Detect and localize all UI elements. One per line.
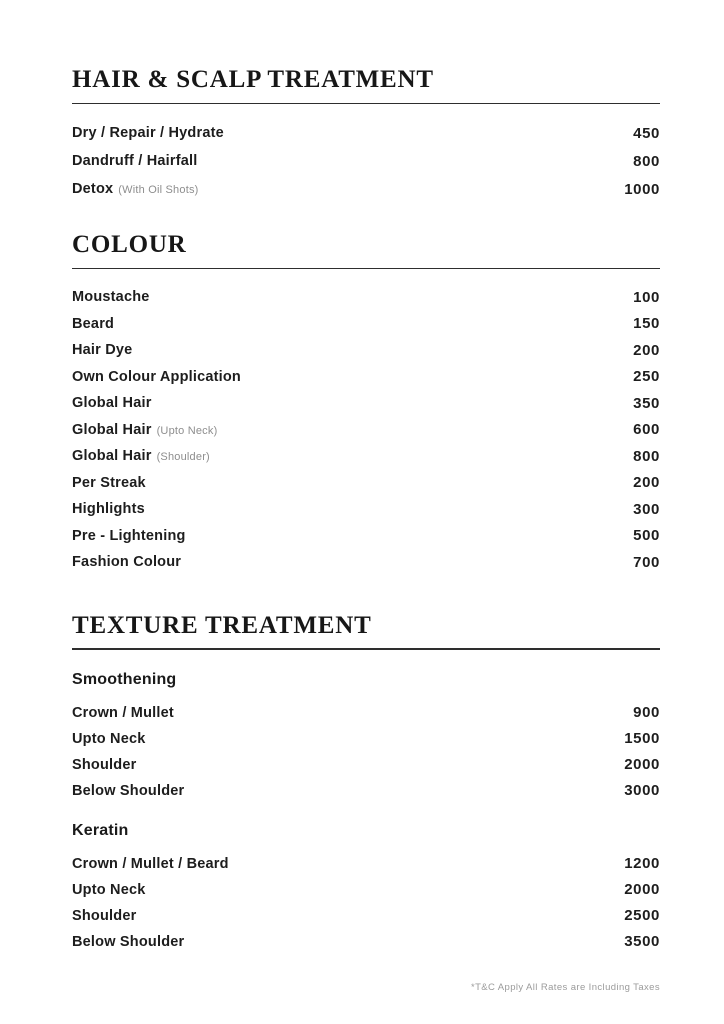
item-price: 900 (633, 704, 660, 721)
item-price: 800 (633, 447, 660, 465)
item-label (72, 705, 174, 721)
item-label (72, 908, 136, 924)
item-label (72, 934, 184, 950)
item-name: Upto Neck (72, 730, 146, 747)
item-price: 1000 (624, 180, 660, 198)
price-row (72, 311, 660, 338)
item-label (72, 316, 114, 332)
item-label (72, 369, 241, 385)
item-name: Highlights (72, 501, 145, 518)
price-row (72, 417, 660, 444)
item-label (72, 757, 136, 773)
section-title: COLOUR (72, 231, 187, 258)
item-name: Crown / Mullet / Beard (72, 855, 229, 872)
item-price: 200 (633, 341, 660, 359)
section-rows (72, 269, 660, 576)
item-name: Upto Neck (72, 881, 146, 898)
item-price: 2500 (624, 907, 660, 924)
item-name: Beard (72, 315, 115, 332)
price-row (72, 390, 660, 417)
price-row (72, 443, 660, 470)
subsection-keratin (72, 813, 660, 964)
subsection-title-smoothening: Smoothening (72, 670, 177, 688)
item-price: 450 (633, 124, 660, 142)
item-price: 500 (633, 527, 660, 545)
price-row (72, 549, 660, 576)
item-label (72, 342, 132, 358)
section-texture-treatment (72, 612, 660, 964)
subsection-smoothening (72, 671, 660, 813)
item-label (72, 501, 145, 517)
item-name: Crown / Mullet (72, 704, 174, 721)
item-name: Shoulder (72, 907, 137, 924)
item-label (72, 395, 152, 411)
price-row (72, 752, 660, 778)
price-row (72, 147, 660, 175)
section-rows (72, 104, 660, 203)
price-row (72, 851, 660, 877)
item-note: (Shoulder) (156, 451, 210, 464)
item-name: Hair Dye (72, 342, 133, 359)
item-label (72, 125, 224, 141)
item-name: Moustache (72, 289, 150, 306)
item-price: 100 (633, 288, 660, 306)
section-title: TEXTURE TREATMENT (72, 611, 372, 639)
item-label (72, 731, 146, 747)
item-label (72, 882, 146, 898)
price-row (72, 175, 660, 203)
price-row (72, 523, 660, 550)
item-price: 1200 (624, 855, 660, 872)
item-label (72, 289, 150, 305)
section-hair-scalp-treatment (72, 66, 660, 203)
price-row (72, 119, 660, 147)
price-row (72, 903, 660, 929)
item-price: 800 (633, 152, 660, 170)
item-price: 1500 (624, 730, 660, 747)
item-name: Global Hair (72, 448, 152, 465)
price-row (72, 726, 660, 752)
price-row (72, 700, 660, 726)
price-row (72, 284, 660, 311)
terms-note: *T&C Apply All Rates are Including Taxes (470, 981, 660, 993)
subsection-rows (72, 689, 660, 813)
item-name: Pre - Lightening (72, 527, 186, 544)
item-label (72, 856, 229, 872)
price-row (72, 470, 660, 497)
item-name: Shoulder (72, 756, 137, 773)
item-price: 700 (633, 553, 660, 571)
item-name: Per Streak (72, 474, 146, 491)
item-name: Own Colour Application (72, 368, 241, 385)
price-row (72, 778, 660, 804)
item-name: Detox (72, 181, 114, 197)
item-label (72, 448, 210, 464)
price-row (72, 929, 660, 955)
item-price: 300 (633, 500, 660, 518)
item-name: Below Shoulder (72, 782, 185, 799)
item-price: 2000 (624, 881, 660, 898)
item-name: Global Hair (72, 421, 152, 438)
section-colour (72, 231, 660, 576)
item-price: 600 (633, 421, 660, 439)
item-price: 200 (633, 474, 660, 492)
item-label (72, 422, 217, 438)
item-name: Dandruff / Hairfall (72, 153, 198, 169)
item-name: Global Hair (72, 395, 152, 412)
item-price: 250 (633, 368, 660, 386)
item-label (72, 153, 197, 169)
subsection-rows (72, 840, 660, 964)
item-label (72, 528, 186, 544)
price-row (72, 877, 660, 903)
section-rows (72, 650, 660, 964)
item-name: Fashion Colour (72, 554, 182, 571)
item-label (72, 475, 146, 491)
item-note: (With Oil Shots) (118, 184, 199, 196)
price-row (72, 364, 660, 391)
subsection-title-keratin: Keratin (72, 821, 129, 839)
section-title: HAIR & SCALP TREATMENT (72, 66, 434, 93)
item-name: Below Shoulder (72, 933, 185, 950)
item-price: 3000 (624, 782, 660, 799)
item-label (72, 783, 184, 799)
price-row (72, 496, 660, 523)
item-label (72, 554, 181, 570)
item-price: 3500 (624, 933, 660, 950)
item-price: 2000 (624, 756, 660, 773)
price-row (72, 337, 660, 364)
item-name: Dry / Repair / Hydrate (72, 125, 224, 141)
item-note: (Upto Neck) (156, 424, 218, 437)
item-label (72, 181, 199, 197)
item-price: 350 (633, 394, 660, 412)
item-price: 150 (633, 315, 660, 333)
